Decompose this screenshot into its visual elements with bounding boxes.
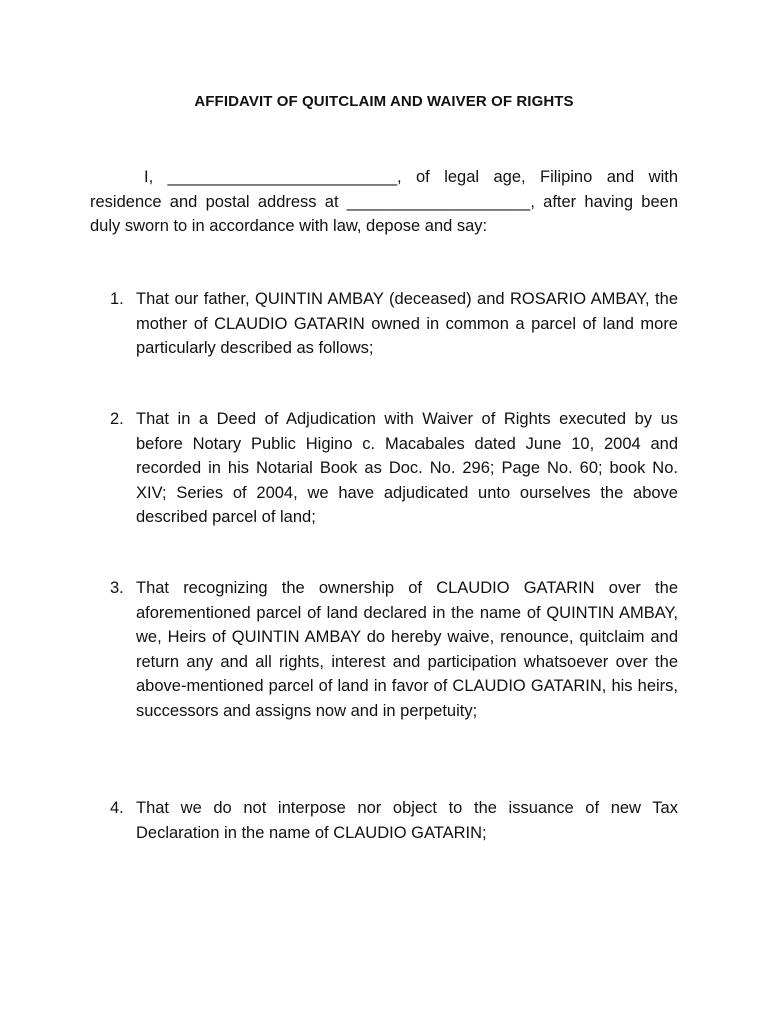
item-number: 1. (110, 290, 124, 308)
intro-paragraph: I, _________________________, of legal age, Filipino and with residence and postal address at ____________________, after having been duly sworn to in accordance with law, depose and say: (90, 168, 678, 235)
list-item (110, 407, 678, 530)
item-text: That we do not interpose nor object to the issuance of new Tax Declaration in the name of CLAUDIO GATARIN; (136, 799, 678, 842)
list-item (110, 576, 678, 723)
item-number: 2. (110, 410, 124, 428)
item-text: That in a Deed of Adjudication with Waiver of Rights executed by us before Notary Public Higino c. Macabales dated June 10, 2004 and recorded in his Notarial Book as Doc. No. 296; Page No. 60; book No. XIV; Series of 2004, we have adjudicated unto ourselves the above described parcel of land; (136, 410, 678, 526)
list-item (110, 287, 678, 361)
item-text: That our father, QUINTIN AMBAY (deceased) and ROSARIO AMBAY, the mother of CLAUDIO GATARIN owned in common a parcel of land more particularly described as follows; (136, 290, 678, 357)
item-number: 4. (110, 799, 124, 817)
item-text: That recognizing the ownership of CLAUDIO GATARIN over the aforementioned parcel of land declared in the name of QUINTIN AMBAY, we, Heirs of QUINTIN AMBAY do hereby waive, renounce, quitclaim and return any and all rights, interest and participation whatsoever over the above-mentioned parcel of land in favor of CLAUDIO GATARIN, his heirs, successors and assigns now and in perpetuity; (136, 579, 678, 720)
item-number: 3. (110, 579, 124, 597)
list-item (110, 796, 678, 845)
document-title: AFFIDAVIT OF QUITCLAIM AND WAIVER OF RIGHTS (194, 93, 574, 110)
